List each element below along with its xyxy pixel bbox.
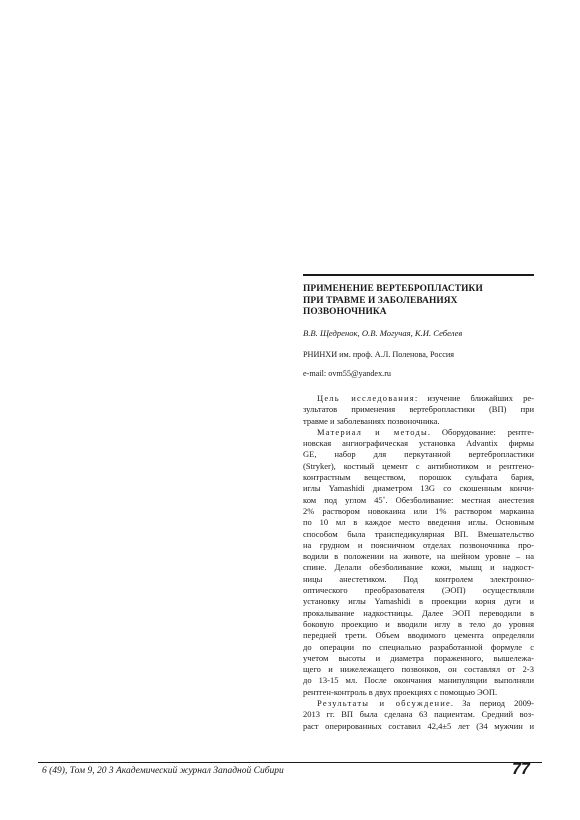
- body-line: 2013 гг. ВП была сделана 63 пациентам. Средний воз-: [303, 709, 534, 720]
- body-line: новская ангиографическая установка Advantix фирмы: [303, 438, 534, 449]
- footer-rule: [38, 762, 542, 763]
- body-line: до операции по специально разработанной формуле с: [303, 641, 534, 652]
- body-line: Результаты и обсуждение. За период 2009-: [317, 698, 534, 709]
- article-body: [303, 393, 534, 732]
- article-title: ПРИМЕНЕНИЕ ВЕРТЕБРОПЛАСТИКИ ПРИ ТРАВМЕ И ЗАБОЛЕВАНИЯХ ПОЗВОНОЧНИКА: [303, 284, 483, 317]
- body-line: ком под углом 45˚. Обезболивание: местная анестезия: [303, 494, 534, 505]
- body-line: Цель исследования: изучение ближайших ре-: [317, 393, 534, 403]
- body-line: Материал и методы. Оборудование: рентге-: [317, 426, 534, 437]
- body-line: прокалывание надкостницы. Далее ЭОП переводили в: [303, 607, 534, 618]
- body-line: травме и заболеваниях позвоночника.: [303, 415, 440, 426]
- body-line: до 13-15 мл. После окончания манипуляции выполняли: [303, 675, 534, 686]
- article-affiliation: РНИНХИ им. проф. А.Л. Поленова, Россия: [303, 350, 455, 359]
- journal-footer: 6 (49), Том 9, 20 3 Академический журнал Западной Сибири: [42, 766, 284, 776]
- body-line: зультатов применения вертебропластики (ВП) при: [303, 404, 534, 415]
- body-line: спине. Делали обезболивание кожи, мышц и надкост-: [303, 562, 534, 573]
- body-line: боковую проекцию и вводили иглу в тело до уровня: [303, 618, 534, 629]
- body-line: по 10 мл в каждое место введения иглы. Основным: [303, 517, 534, 528]
- body-line: раст оперированных составил 42,4±5 лет (34 мужчин и: [303, 720, 534, 731]
- body-line: на грудном и поясничном отделах позвоночника про-: [303, 539, 534, 550]
- body-line: щего и нижележащего позвонков, он составлял от 2-3: [303, 664, 534, 675]
- body-line: (Stryker), костный цемент с антибиотиком и рентгено-: [303, 460, 534, 471]
- body-line: GE, набор для перкутанной вертебропластики: [303, 449, 534, 460]
- body-line: иглы Yamashidi диаметром 13G со скошенным кончи-: [303, 483, 534, 494]
- body-line: учетом высоты и диаметра пораженного, вышележа-: [303, 652, 534, 663]
- contact-email: e-mail: ovm55@yandex.ru: [303, 369, 392, 378]
- body-line: установку иглы Yamashidi в проекции корня дуги и: [303, 596, 534, 607]
- body-line: передней трети. Объем вводимого цемента определяли: [303, 630, 534, 641]
- body-line: контрастным веществом, порошок сульфата бария,: [303, 472, 534, 483]
- body-line: водили в положении на животе, на шейном уровне – на: [303, 551, 534, 562]
- page-number: 77: [512, 761, 530, 778]
- body-line: 2% раствором новокаина или 1% раствором маркаина: [303, 505, 534, 516]
- body-line: ницы анестетиком. Под контролем электронно-: [303, 573, 534, 584]
- body-line: оптического преобразователя (ЭОП) осуществляли: [303, 585, 534, 596]
- title-top-rule: [303, 274, 534, 276]
- article-authors: В.В. Щедренок, О.В. Могучая, К.И. Себелев: [303, 328, 463, 338]
- body-line: способом была транспедикулярная ВП. Вмешательство: [303, 528, 534, 539]
- body-line: рентген-контроль в двух проекциях с помощью ЭОП.: [303, 686, 498, 697]
